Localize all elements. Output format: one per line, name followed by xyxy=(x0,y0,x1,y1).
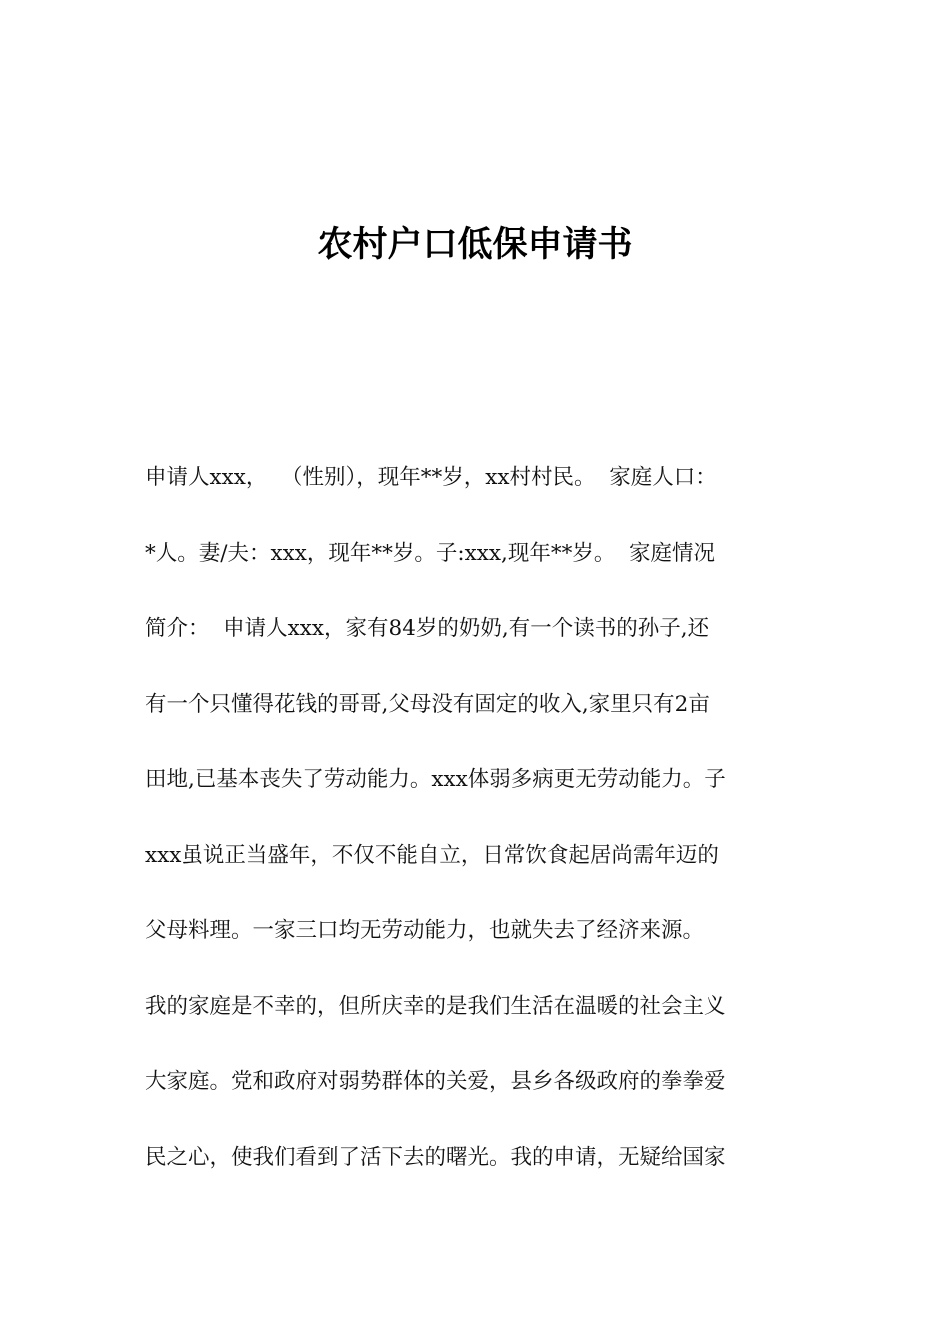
body-line: 田地,已基本丧失了劳动能力。xxx体弱多病更无劳动能力。子 xyxy=(145,767,726,792)
body-line: 民之心，使我们看到了活下去的曙光。我的申请，无疑给国家 xyxy=(145,1144,726,1170)
body-line: 有一个只懂得花钱的哥哥,父母没有固定的收入,家里只有2亩 xyxy=(145,691,710,717)
body-line: 申请人xxx， （性别），现年**岁，xx村村民。 家庭人口： xyxy=(145,465,717,490)
body-line: 大家庭。党和政府对弱势群体的关爱，县乡各级政府的拳拳爱 xyxy=(145,1069,726,1094)
body-line: *人。妻/夫：xxx，现年**岁。子:xxx,现年**岁。 家庭情况 xyxy=(145,540,715,566)
document-title: 农村户口低保申请书 xyxy=(317,225,633,265)
body-line: xxx虽说正当盛年，不仅不能自立，日常饮食起居尚需年迈的 xyxy=(145,842,719,868)
body-line: 简介： 申请人xxx，家有84岁的奶奶,有一个读书的孙子,还 xyxy=(145,616,710,641)
body-line: 我的家庭是不幸的，但所庆幸的是我们生活在温暖的社会主义 xyxy=(145,993,726,1019)
body-line: 父母料理。一家三口均无劳动能力，也就失去了经济来源。 xyxy=(145,918,705,943)
document-body xyxy=(145,456,845,1211)
